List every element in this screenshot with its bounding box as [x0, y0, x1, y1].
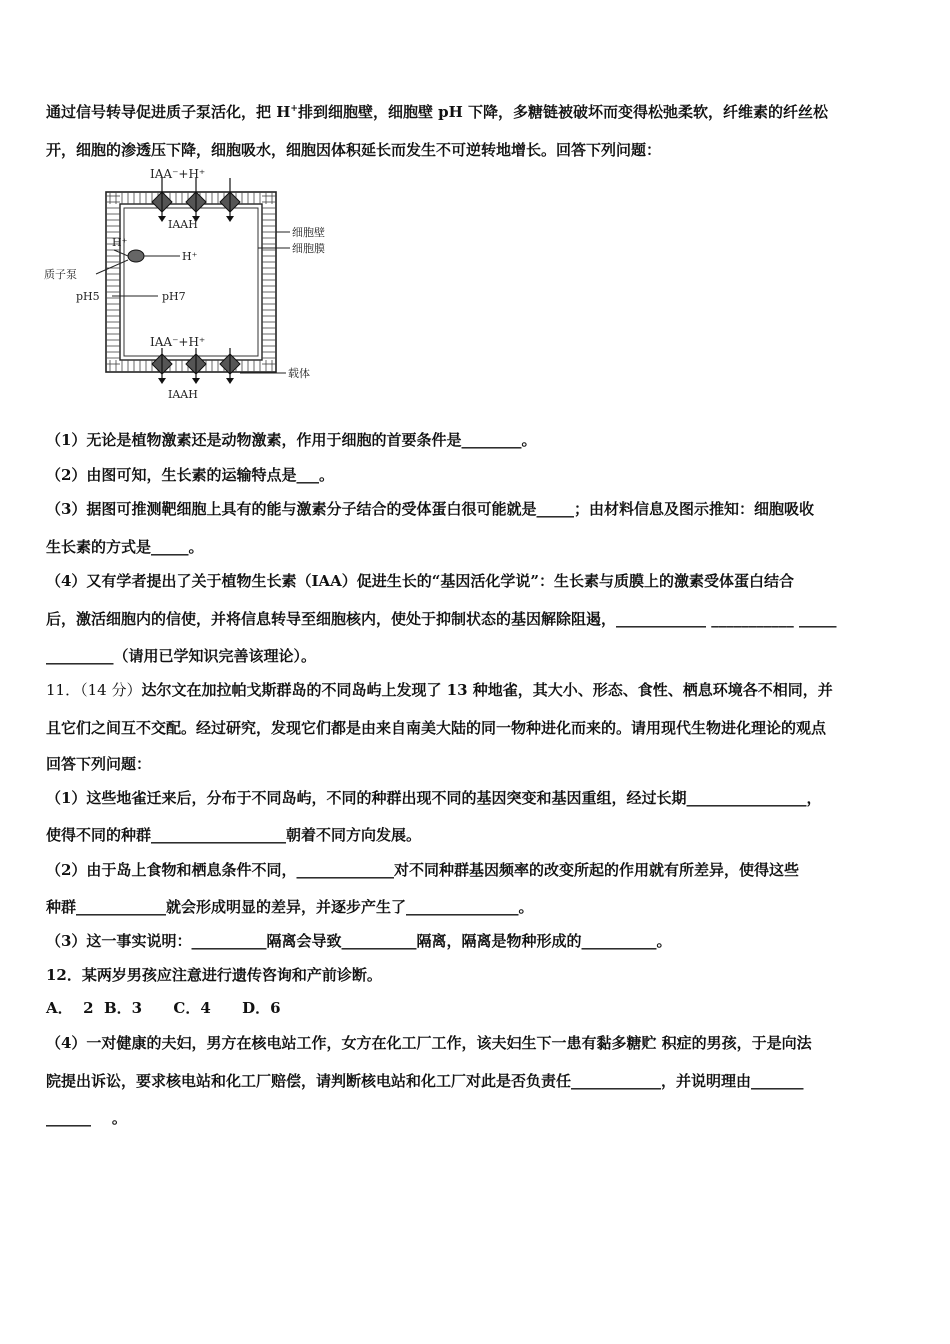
q11-part-2a: （2）由于岛上食物和栖息条件不同，_____________对不同种群基因频率的改变所起的作用就有所差异，使得这些 [46, 861, 799, 879]
top-iaah-label: IAAH [168, 218, 198, 231]
top-ion-label: IAA⁻+H⁺ [150, 168, 206, 181]
q12-stem: 12．某两岁男孩应注意进行遗传咨询和产前诊断。 [46, 966, 382, 984]
q11-stem-3: 回答下列问题： [46, 755, 152, 773]
cell-wall-label: 细胞壁 [292, 226, 325, 239]
intro-line-1b: 排到细胞壁，细胞壁 pH 下降，多糖链被破坏而变得松弛柔软，纤维素的纤丝松 [297, 103, 829, 121]
q11-stem-1-text: 达尔文在加拉帕戈斯群岛的不同岛屿上发现了 13 种地雀，其大小、形态、食性、栖息环境各不相同，并 [141, 681, 833, 699]
h-outside-label: H⁺ [112, 236, 128, 249]
bottom-iaah-label: IAAH [168, 388, 198, 401]
cell-membrane-label: 细胞膜 [292, 242, 325, 255]
q10-part-4a: （4）又有学者提出了关于植物生长素（IAA）促进生长的“基因活化学说”：生长素与质膜上的激素受体蛋白结合 [46, 572, 794, 590]
q11-stem-2: 且它们之间互不交配。经过研究，发现它们都是由来自南美大陆的同一物种进化而来的。请用现代生物进化理论的观点 [46, 719, 827, 737]
q11-number: 11．（14 分） [46, 681, 142, 699]
bottom-ion-label: IAA⁻+H⁺ [150, 335, 206, 349]
q10-part-2: （2）由图可知，生长素的运输特点是___。 [46, 466, 334, 484]
ph-inside-label: pH7 [162, 290, 186, 303]
top-carriers [152, 178, 240, 222]
q12-part-4c: ______ 。 [46, 1109, 127, 1127]
proton-pump-label: 质子泵 [44, 268, 77, 281]
q11-stem-1 [46, 680, 833, 700]
q10-part-3b: 生长素的方式是_____。 [46, 538, 204, 556]
bottom-carriers [152, 348, 240, 384]
ph-outside-label: pH5 [76, 290, 100, 303]
intro-superscript: + [290, 104, 298, 114]
q11-part-2b: 种群____________就会形成明显的差异，并逐步产生了_______________。 [46, 898, 534, 916]
intro-line-1a: 通过信号转导促进质子泵活化，把 H [46, 103, 291, 121]
q12-part-4b: 院提出诉讼，要求核电站和化工厂赔偿，请判断核电站和化工厂对此是否负责任____________，并说明理由_______ [46, 1072, 804, 1090]
q12-options: A． 2 B．3 C．4 D．6 [46, 999, 281, 1017]
q10-part-1: （1）无论是植物激素还是动物激素，作用于细胞的首要条件是________。 [46, 431, 537, 449]
intro-line-1 [46, 102, 828, 122]
auxin-transport-diagram [44, 168, 344, 408]
q10-part-4c: _________（请用已学知识完善该理论）。 [46, 647, 317, 665]
proton-pump-shape [128, 250, 144, 262]
q11-part-1a: （1）这些地雀迁来后，分布于不同岛屿，不同的种群出现不同的基因突变和基因重组，经过长期________________， [46, 789, 822, 807]
q11-part-1b: 使得不同的种群__________________朝着不同方向发展。 [46, 826, 422, 844]
q12-part-4a: （4）一对健康的夫妇，男方在核电站工作，女方在化工厂工作，该夫妇生下一患有黏多糖贮 积症的男孩，于是向法 [46, 1034, 812, 1052]
carrier-label: 载体 [288, 367, 310, 380]
h-inside-label: H⁺ [182, 250, 198, 263]
q11-part-3: （3）这一事实说明：__________隔离会导致__________隔离，隔离是物种形成的__________。 [46, 932, 672, 950]
intro-line-2: 开，细胞的渗透压下降，细胞吸水，细胞因体积延长而发生不可逆转地增长。回答下列问题： [46, 141, 662, 159]
q10-part-3a: （3）据图可推测靶细胞上具有的能与激素分子结合的受体蛋白很可能就是_____；由材料信息及图示推知：细胞吸收 [46, 500, 814, 518]
q10-part-4b: 后，激活细胞内的信使，并将信息转导至细胞核内，使处于抑制状态的基因解除阻遏，____________ ___________ _____ [46, 610, 837, 628]
